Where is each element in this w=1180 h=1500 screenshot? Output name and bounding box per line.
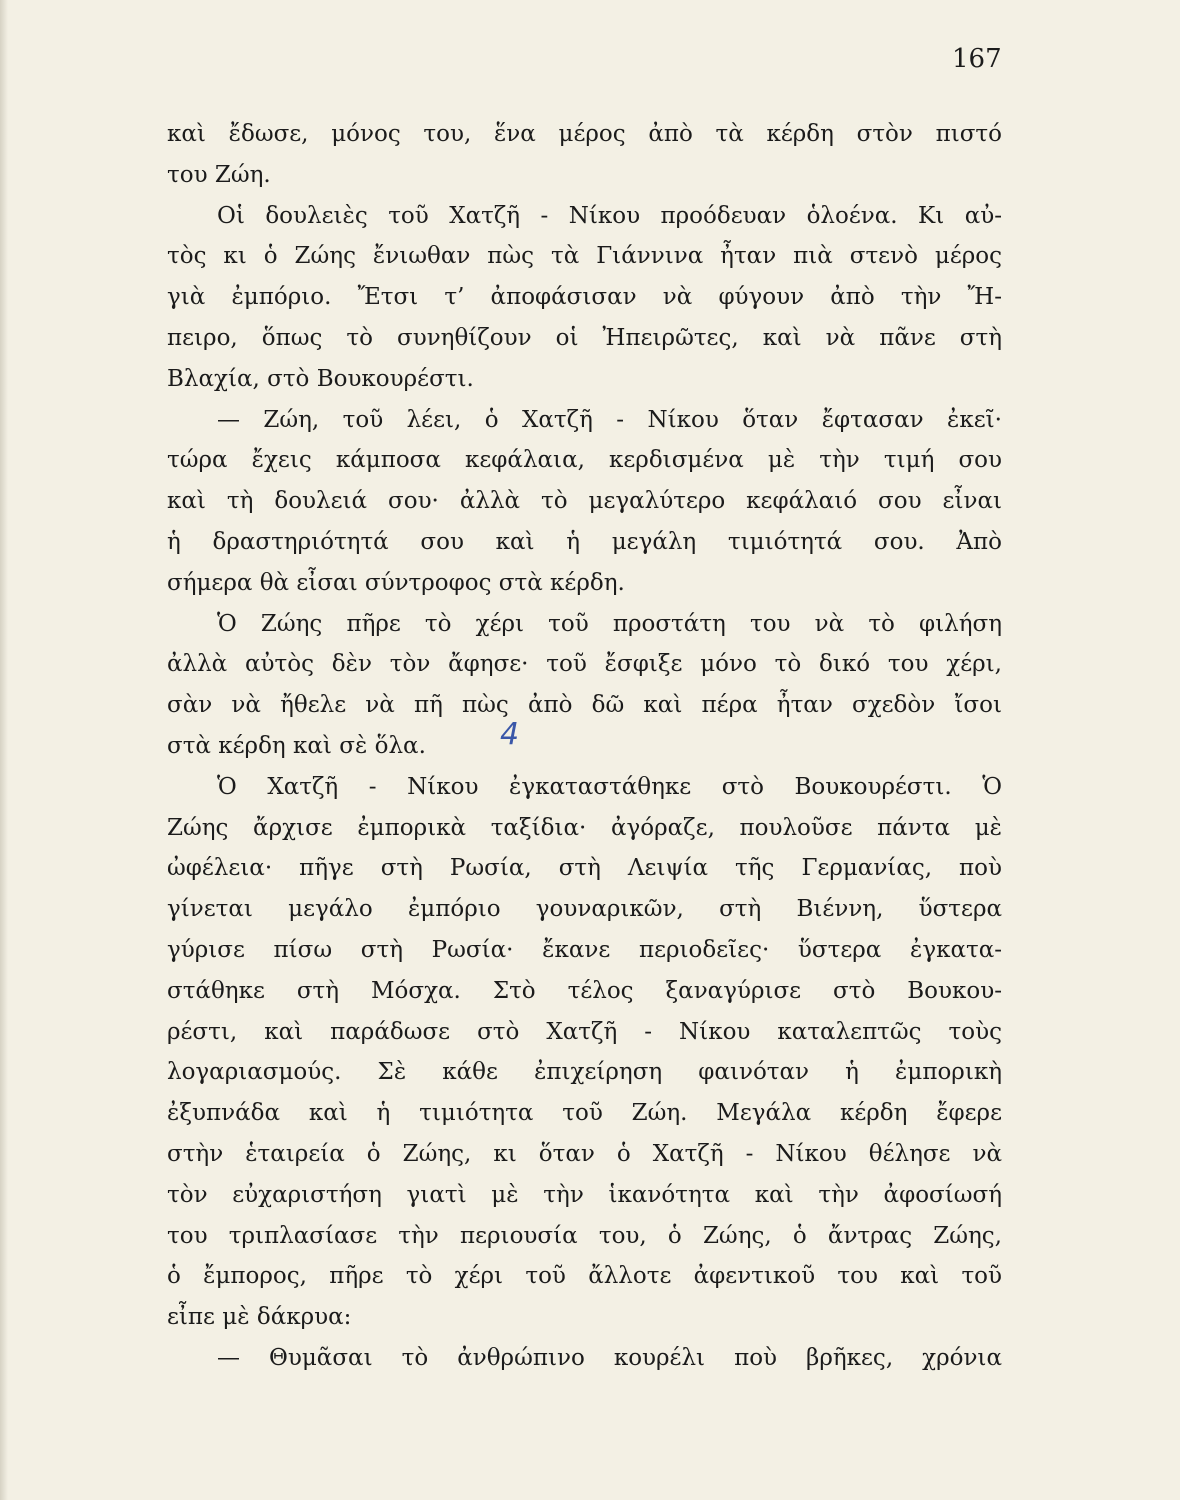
text-line: του τριπλασίασε τὴν περιουσία του, ὁ Ζώης, ὁ ἄντρας Ζώης, (167, 1222, 1002, 1249)
text-line: τώρα ἔχεις κάμποσα κεφάλαια, κερδισμένα μὲ τὴν τιμή σου (167, 447, 1002, 474)
page-number: 167 (952, 44, 1002, 74)
text-line: ἀλλὰ αὐτὸς δὲν τὸν ἄφησε· τοῦ ἔσφιξε μόνο τὸ δικό του χέρι, (167, 651, 1002, 678)
text-line: εἶπε μὲ δάκρυα: (167, 1304, 352, 1331)
handwritten-annotation: 4 (500, 717, 520, 752)
text-line: τὸν εὐχαριστήση γιατὶ μὲ τὴν ἱκανότητα καὶ τὴν ἀφοσίωσή (167, 1181, 1002, 1208)
text-line: ἐξυπνάδα καὶ ἡ τιμιότητα τοῦ Ζώη. Μεγάλα κέρδη ἔφερε (167, 1100, 1002, 1127)
text-line: στὴν ἑταιρεία ὁ Ζώης, κι ὅταν ὁ Χατζῆ - Νίκου θέλησε νὰ (167, 1140, 1002, 1167)
text-line: Ζώης ἄρχισε ἐμπορικὰ ταξίδια· ἀγόραζε, πουλοῦσε πάντα μὲ (167, 814, 1002, 841)
body-text (167, 114, 1002, 1379)
text-line: σὰν νὰ ἤθελε νὰ πῆ πὼς ἀπὸ δῶ καὶ πέρα ἦταν σχεδὸν ἴσοι (167, 692, 1002, 719)
text-line: γύρισε πίσω στὴ Ρωσία· ἔκανε περιοδεῖες· ὕστερα ἐγκατα- (167, 936, 1002, 963)
text-line: ρέστι, καὶ παράδωσε στὸ Χατζῆ - Νίκου καταλεπτῶς τοὺς (167, 1018, 1002, 1045)
text-line: πειρο, ὅπως τὸ συνηθίζουν οἱ Ἠπειρῶτες, καὶ νὰ πᾶνε στὴ (167, 324, 1002, 351)
text-line: Οἱ δουλειὲς τοῦ Χατζῆ - Νίκου προόδευαν ὁλοένα. Κι αὐ- (217, 202, 1002, 229)
text-line: του Ζώη. (167, 161, 271, 188)
text-line: ὠφέλεια· πῆγε στὴ Ρωσία, στὴ Λειψία τῆς Γερμανίας, ποὺ (167, 855, 1002, 882)
text-line: — Θυμᾶσαι τὸ ἀνθρώπινο κουρέλι ποὺ βρῆκες, χρόνια (217, 1344, 1002, 1371)
text-line: — Ζώη, τοῦ λέει, ὁ Χατζῆ - Νίκου ὅταν ἔφτασαν ἐκεῖ· (217, 406, 1002, 433)
text-line: λογαριασμούς. Σὲ κάθε ἐπιχείρηση φαινόταν ἡ ἐμπορικὴ (167, 1059, 1002, 1086)
text-line: ὁ ἔμπορος, πῆρε τὸ χέρι τοῦ ἄλλοτε ἀφεντικοῦ του καὶ τοῦ (167, 1263, 1002, 1290)
text-line: γίνεται μεγάλο ἐμπόριο γουναρικῶν, στὴ Βιέννη, ὕστερα (167, 896, 1002, 923)
text-line: σήμερα θὰ εἶσαι σύντροφος στὰ κέρδη. (167, 569, 625, 596)
text-line: Ὁ Χατζῆ - Νίκου ἐγκαταστάθηκε στὸ Βουκουρέστι. Ὁ (217, 773, 1002, 800)
text-line: Ὁ Ζώης πῆρε τὸ χέρι τοῦ προστάτη του νὰ τὸ φιλήση (217, 610, 1002, 637)
text-line: καὶ τὴ δουλειά σου· ἀλλὰ τὸ μεγαλύτερο κεφάλαιό σου εἶναι (167, 488, 1002, 515)
text-line: ἡ δραστηριότητά σου καὶ ἡ μεγάλη τιμιότητά σου. Ἀπὸ (167, 528, 1002, 555)
page-binding-edge (0, 0, 8, 1500)
text-line: τὸς κι ὁ Ζώης ἔνιωθαν πὼς τὰ Γιάννινα ἦταν πιὰ στενὸ μέρος (167, 243, 1002, 270)
text-line: στὰ κέρδη καὶ σὲ ὅλα. (167, 732, 426, 759)
text-line: στάθηκε στὴ Μόσχα. Στὸ τέλος ξαναγύρισε στὸ Βουκου- (167, 977, 1002, 1004)
text-line: καὶ ἔδωσε, μόνος του, ἕνα μέρος ἀπὸ τὰ κέρδη στὸν πιστό (167, 121, 1002, 147)
text-line: Βλαχία, στὸ Βουκουρέστι. (167, 365, 474, 392)
text-line: γιὰ ἐμπόριο. Ἔτσι τ’ ἀποφάσισαν νὰ φύγουν ἀπὸ τὴν Ἤ- (167, 284, 1002, 311)
